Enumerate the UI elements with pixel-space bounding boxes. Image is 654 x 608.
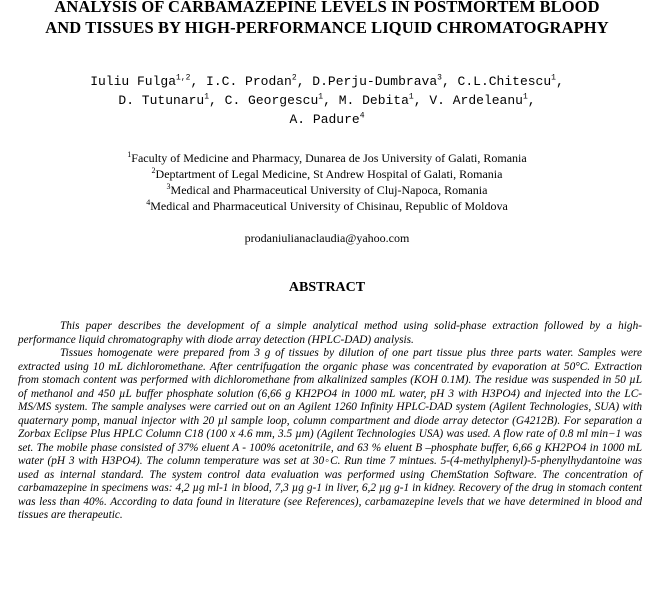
abstract-paragraph: Tissues homogenate were prepared from 3 g of tissues by dilution of one part tissue plus three parts water. Samples were extracted using 10 mL dichloromethane. After centrifugation the organic phase was concentrated by evaporation at 50°C. Extraction from stomach content was performed with dichloromethane from alkalinized samples (KOH 0.1M). The residue was suspended in 50 µL of methanol and 450 µL buffer phosphate solution (6,66 g KH2PO4 in 1000 mL water, pH 3 with H3PO4) and injected into the LC-MS/MS system. The sample analyses were carried out on an Agilent 1260 Infinity HPLC-DAD system (Agilent Technologies, SUA) with quaternary pomp, manual injector with 20 µl sample loop, column compartment and diode array detector (G4212B). For separation a Zorbax Eclipse Plus HPLC Column C18 (100 x 4.6 mm, 3.5 µm) (Agilent Technologies USA) was used. A flow rate of 0.8 ml min−1 was set. The mobile phase consisted of 37% eluent A - 100% acetonitrile, and 63 % eluent B –phosphate buffer, 6,66 g KH2PO4 in 1000 mL water (pH 3 with H3PO4). The column temperature was set at 30◦C. Run time 7 mintues. 5-(4-methylphenyl)-5-phenylhydantoine was used as internal standard. The system control data evaluation was performed using ChemStation Software. The concentration of carbamazepine in specimens was: 4,2 µg ml-1 in blood, 7,3 µg g-1 in liver, 6,2 µg g-1 in kidney. Recovery of the drug in stomach content was less than 40%. According to data found in literature (see References), carbamazepine levels that we have determined in blood and tissues are therapeutic.	[18, 347, 642, 521]
author-list	[20, 72, 634, 129]
author: D. Tutunaru$^1$,	[118, 92, 225, 108]
abstract-body	[18, 320, 642, 523]
affiliation-list	[40, 150, 614, 214]
paper-title: ANALYSIS OF CARBAMAZEPINE LEVELS IN POSTMORTEM BLOOD AND TISSUES BY HIGH-PERFORMANCE LIQUID CHROMATOGRAPHY	[45, 0, 609, 37]
contact-email[interactable]: prodaniulianaclaudia@yahoo.com	[244, 231, 410, 245]
author: C. Georgescu$^1$,	[224, 92, 339, 108]
author: V. Ardeleanu$^1$,	[429, 92, 536, 108]
author: I.C. Prodan$^2$,	[206, 73, 313, 89]
author: M. Debita$^1$,	[338, 92, 430, 108]
affiliation: $^1$Faculty of Medicine and Pharmacy, Dunarea de Jos University of Galati, Romania	[127, 150, 527, 165]
abstract-heading: ABSTRACT	[288, 280, 366, 295]
affiliation: $^3$Medical and Pharmaceutical University of Cluj-Napoca, Romania	[166, 182, 488, 197]
abstract-paragraph: This paper describes the development of a simple analytical method using solid-phase extraction followed by a high-performance liquid chromatography with diode array detection (HPLC-DAD) analysis.	[18, 320, 642, 346]
author: D.Perju-Dumbrava$^3$,	[312, 73, 458, 89]
affiliation: $^4$Medical and Pharmaceutical University of Chisinau, Republic of Moldova	[146, 198, 508, 213]
author: Iuliu Fulga$^{1,2}$,	[90, 73, 207, 89]
affiliation: $^2$Deptartment of Legal Medicine, St Andrew Hospital of Galati, Romania	[151, 166, 503, 181]
author: C.L.Chitescu$^1$,	[457, 73, 564, 89]
author: A. Padure$^4$	[289, 111, 365, 127]
